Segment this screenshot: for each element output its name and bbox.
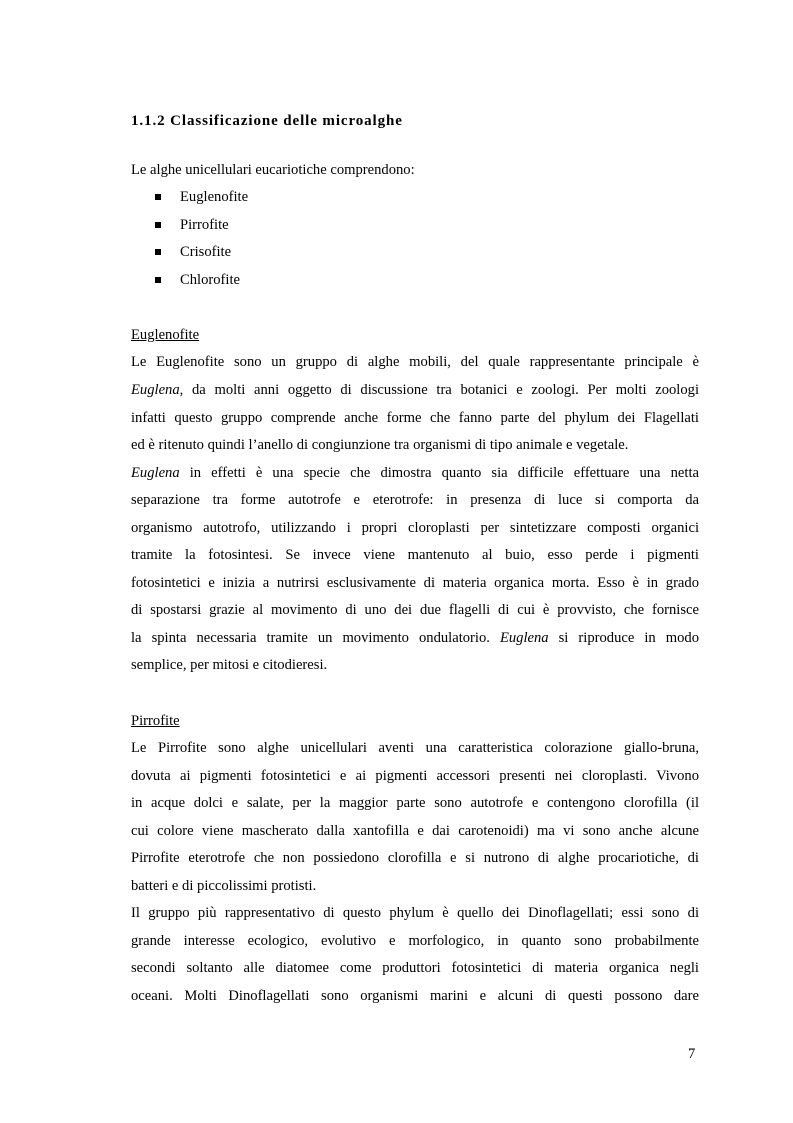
square-bullet-icon [155,194,161,200]
subsection-title-pirrofite: Pirrofite [131,713,180,729]
document-page: 1.1.2 Classificazione delle microalghe Le alghe unicellulari eucariotiche comprendono: Euglenofite Pirrofite Crisofite Chlorofite Euglenofite Le Euglenofite sono un gruppo di alghe mobili, del quale rappresentante principale è Euglena, da molti anni oggetto di discussione tra botanici e zoologi. Per molti zoologi infatti questo gruppo comprende anche forme che fanno parte del phylum dei Flagellati ed è ritenuto quindi l’anello di congiunzione tra organismi di tipo animale e vegetale. Euglena in effetti è una specie che dimostra quanto sia difficile effettuare una netta separazione tra forme autotrofe e eterotrofe: in presenza di luce si comporta da organismo autotrofo, utilizzando i propri cloroplasti per sintetizzare composti organici tramite la fotosintesi. Se invece viene mantenuto al buio, esso perde i pigmenti fotosintetici e inizia a nutrirsi esclusivamente di materia organica morta. Esso è in grado di spostarsi grazie al movimento di uno dei due flagelli di cui è provvisto, che fornisce la spinta necessaria tramite un movimento ondulatorio. Euglena si riproduce in modo semplice, per mitosi e citodieresi. Pirrofite Le Pirrofite sono alghe unicellulari aventi una caratteristica colorazione giallo-bruna, dovuta ai pigmenti fotosintetici e ai pigmenti accessori presenti nei cloroplasti. Vivono in acque dolci e salate, per la maggior parte sono autotrofe e contengono clorofilla (il cui colore viene mascherato dalla xantofilla e dai carotenoidi) ma vi sono anche alcune Pirrofite eterotrofe che non possiedono clorofilla e si nutrono di alghe procariotiche, di batteri e di piccolissimi protisti. Il gruppo più rappresentativo di questo phylum è quello dei Dinoflagellati; essi sono di grande interesse ecologico, evolutivo e morfologico, in quanto sono probabilmente secondi soltanto alle diatomee come produttori fotosintetici di materia organica negli oceani. Molti Dinoflagellati sono organismi marini e alcuni di questi possono dare 7 [131,113,699,1062]
paragraph-line: Il gruppo più rappresentativo di questo phylum è quello dei Dinoflagellati; essi sono di [131,905,699,921]
section-heading: 1.1.2 Classificazione delle microalghe [131,113,403,129]
paragraph-line: Le Pirrofite sono alghe unicellulari aventi una caratteristica colorazione giallo-bruna, [131,740,699,756]
paragraph-line: la spinta necessaria tramite un movimento ondulatorio. Euglena si riproduce in modo [131,630,699,646]
subsection-title-euglenofite: Euglenofite [131,327,200,343]
paragraph-line: infatti questo gruppo comprende anche forme che fanno parte del phylum dei Flagellati [131,410,699,426]
square-bullet-icon [155,249,161,255]
paragraph-line: secondi soltanto alle diatomee come produttori fotosintetici di materia organica negli [131,960,699,976]
paragraph-line: Euglena, da molti anni oggetto di discussione tra botanici e zoologi. Per molti zoologi [131,382,699,398]
intro-text: Le alghe unicellulari eucariotiche comprendono: [131,162,415,178]
paragraph-line: fotosintetici e inizia a nutrirsi esclusivamente di materia organica morta. Esso è in grado [131,575,699,591]
paragraph-line: Euglena in effetti è una specie che dimostra quanto sia difficile effettuare una netta [131,465,699,481]
square-bullet-icon [155,277,161,283]
paragraph-line: organismo autotrofo, utilizzando i propri cloroplasti per sintetizzare composti organici [131,520,699,536]
paragraph-line: cui colore viene mascherato dalla xantofilla e dai carotenoidi) ma vi sono anche alcune [131,823,699,839]
paragraph-line: semplice, per mitosi e citodieresi. [131,657,328,673]
paragraph-line: dovuta ai pigmenti fotosintetici e ai pigmenti accessori presenti nei cloroplasti. Vivono [131,768,699,784]
paragraph-line: batteri e di piccolissimi protisti. [131,878,317,894]
paragraph-line: ed è ritenuto quindi l’anello di congiunzione tra organismi di tipo animale e vegetale. [131,437,629,453]
paragraph-line: di spostarsi grazie al movimento di uno dei due flagelli di cui è provvisto, che fornisce [131,602,699,618]
paragraph-line: Pirrofite eterotrofe che non possiedono clorofilla e si nutrono di alghe procariotiche, di [131,850,699,866]
page-number: 7 [688,1046,696,1062]
paragraph-line: tramite la fotosintesi. Se invece viene mantenuto al buio, esso perde i pigmenti [131,547,699,563]
paragraph-line: oceani. Molti Dinoflagellati sono organismi marini e alcuni di questi possono dare [131,988,699,1004]
paragraph-line: separazione tra forme autotrofe e eterotrofe: in presenza di luce si comporta da [131,492,699,508]
paragraph-line: grande interesse ecologico, evolutivo e morfologico, in quanto sono probabilmente [131,933,699,949]
square-bullet-icon [155,222,161,228]
paragraph-line: in acque dolci e salate, per la maggior parte sono autotrofe e contengono clorofilla (il [131,795,699,811]
paragraph-line: Le Euglenofite sono un gruppo di alghe mobili, del quale rappresentante principale è [131,354,699,370]
